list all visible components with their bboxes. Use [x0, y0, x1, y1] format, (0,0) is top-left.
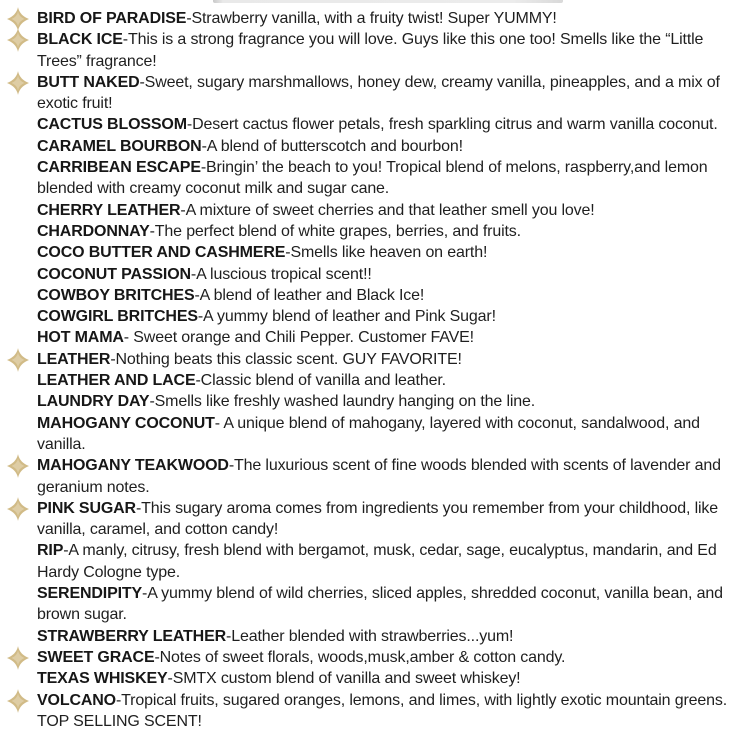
scent-list-item [37, 221, 738, 242]
scent-name: CHERRY LEATHER [37, 201, 181, 219]
scent-description: -Tropical fruits, sugared oranges, lemons, and limes, with lightly exotic mountain greens. TOP SELLING SCENT! [37, 691, 728, 730]
scent-name: COWBOY BRITCHES [37, 286, 195, 304]
scent-description: -A yummy blend of leather and Pink Sugar! [197, 308, 496, 326]
scent-description: -Classic blend of vanilla and leather. [195, 372, 446, 390]
scent-description: -Sweet, sugary marshmallows, honey dew, creamy vanilla, pineapples, and a mix of exotic fruit! [37, 73, 720, 113]
scent-list-item [37, 455, 738, 498]
scent-description: -Notes of sweet florals, woods,musk,amber & cotton candy. [154, 648, 566, 666]
scent-description: -A blend of butterscotch and bourbon! [201, 137, 463, 155]
scent-list-item [37, 264, 738, 285]
scent-name: CARAMEL BOURBON [37, 137, 202, 155]
scent-list-item [37, 157, 738, 200]
scent-description: -A yummy blend of wild cherries, sliced apples, shredded coconut, vanilla bean, and brown sugar. [37, 585, 723, 624]
scent-name: BLACK ICE [37, 31, 123, 49]
scent-list-item [37, 327, 738, 348]
scent-description: -A mixture of sweet cherries and that leather smell you love! [180, 201, 595, 219]
scent-description: -Smells like heaven on earth! [285, 244, 488, 262]
sparkle-star-icon [7, 646, 29, 670]
scent-name: RIP [37, 542, 64, 560]
scent-name: COCONUT PASSION [37, 265, 191, 283]
scent-list-item [37, 626, 738, 647]
scent-list-item [37, 391, 738, 412]
cropped-edge-artifact [213, 0, 563, 3]
scent-list-item [37, 306, 738, 327]
scent-description: -This sugary aroma comes from ingredients you remember from your childhood, like vanilla, caramel, and cotton candy! [37, 499, 718, 539]
scent-name: HOT MAMA [37, 329, 124, 347]
sparkle-star-icon [7, 497, 29, 521]
scent-description: -Desert cactus flower petals, fresh sparkling citrus and warm vanilla coconut. [186, 116, 718, 134]
scent-name: SERENDIPITY [37, 585, 143, 603]
scent-name: LAUNDRY DAY [37, 393, 150, 411]
scent-name: CACTUS BLOSSOM [37, 116, 187, 134]
sparkle-star-icon [7, 71, 29, 95]
sparkle-star-icon [7, 454, 29, 478]
scent-description: -A luscious tropical scent!! [190, 265, 372, 283]
scent-list-item [37, 200, 738, 221]
scent-description: -Nothing beats this classic scent. GUY FAVORITE! [110, 350, 462, 368]
scent-name: BIRD OF PARADISE [37, 10, 187, 27]
sparkle-star-icon [7, 689, 29, 713]
scent-list-item [37, 370, 738, 391]
scent-name: LEATHER [37, 350, 111, 368]
scent-name: SWEET GRACE [37, 648, 155, 666]
scent-list-item [37, 498, 738, 541]
scent-list-item [37, 114, 738, 135]
scent-description: -This is a strong fragrance you will love. Guys like this one too! Smells like the “Little Trees” fragrance! [37, 31, 704, 70]
scent-description: -Strawberry vanilla, with a fruity twist! Super YUMMY! [186, 10, 557, 27]
scent-name: VOLCANO [37, 691, 116, 709]
scent-description: -A blend of leather and Black Ice! [194, 286, 425, 304]
scent-description: -Leather blended with strawberries...yum! [226, 627, 514, 645]
scent-name: STRAWBERRY LEATHER [37, 627, 227, 645]
scent-list-item [37, 72, 738, 115]
scent-list-item [37, 647, 738, 668]
scent-list-item [37, 583, 738, 626]
scent-description: - Sweet orange and Chili Pepper. Customer FAVE! [123, 329, 474, 347]
scent-description: -Smells like freshly washed laundry hanging on the line. [149, 393, 536, 411]
scent-description: -Bringin’ the beach to you! Tropical blend of melons, raspberry,and lemon blended with creamy coconut milk and sugar cane. [37, 159, 708, 198]
scent-name: COCO BUTTER AND CASHMERE [37, 244, 286, 262]
scent-list-item [37, 285, 738, 306]
scent-name: COWGIRL BRITCHES [37, 308, 198, 326]
scent-list-item [37, 540, 738, 583]
scent-list-item [37, 349, 738, 370]
scent-name: MAHOGANY TEAKWOOD [37, 457, 229, 475]
scent-list-item [37, 136, 738, 157]
sparkle-star-icon [7, 28, 29, 52]
scent-name: PINK SUGAR [37, 499, 136, 517]
scent-list-item [37, 242, 738, 263]
scent-name: CARRIBEAN ESCAPE [37, 159, 201, 177]
sparkle-star-icon [7, 348, 29, 372]
scent-description: -SMTX custom blend of vanilla and sweet whiskey! [167, 670, 521, 688]
scent-description: -A manly, citrusy, fresh blend with bergamot, musk, cedar, sage, eucalyptus, mandarin, and Ed Hardy Cologne type. [37, 542, 717, 581]
scent-list-item [37, 690, 738, 733]
scent-list-item [37, 668, 738, 689]
scent-name: BUTT NAKED [37, 73, 140, 91]
scent-name: TEXAS WHISKEY [37, 670, 168, 688]
scent-name: MAHOGANY COCONUT [37, 414, 215, 432]
scent-name: LEATHER AND LACE [37, 372, 196, 390]
scent-description: -The luxurious scent of fine woods blended with scents of lavender and geranium notes. [37, 457, 721, 496]
scent-description: - A unique blend of mahogany, layered with coconut, sandalwood, and vanilla. [37, 414, 700, 453]
scent-list-item [37, 29, 738, 72]
scent-description: -The perfect blend of white grapes, berries, and fruits. [149, 222, 521, 240]
scent-list-item [37, 8, 738, 29]
scent-name: CHARDONNAY [37, 222, 150, 240]
scent-list-item [37, 413, 738, 456]
